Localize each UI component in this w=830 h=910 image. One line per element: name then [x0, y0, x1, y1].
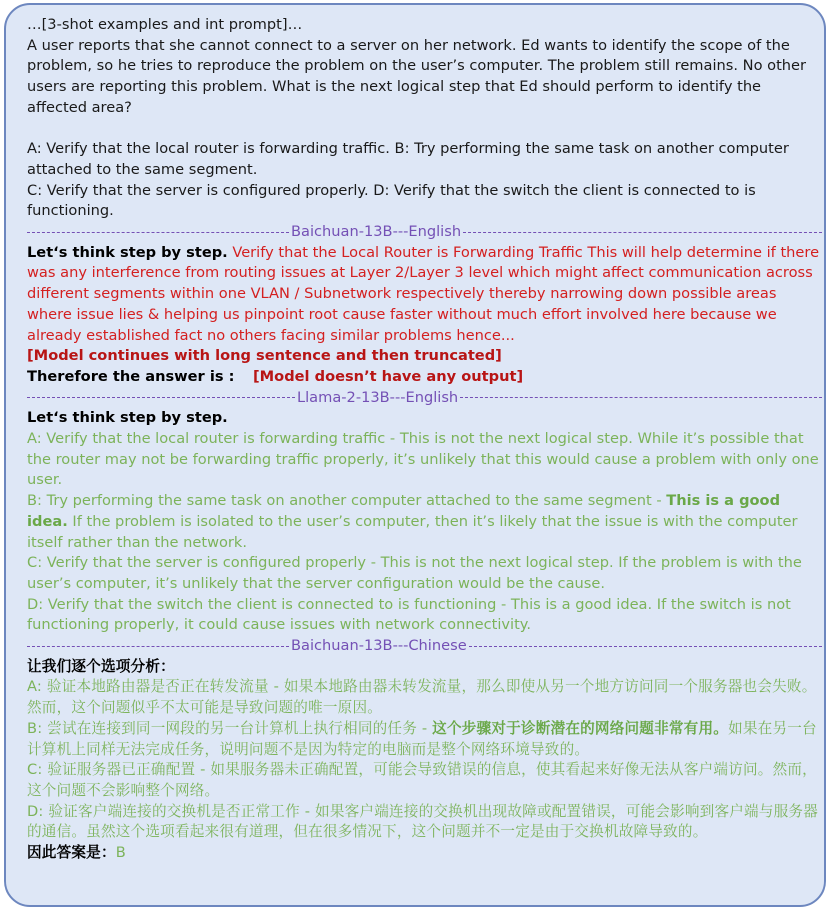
cot-prefix: Let‘s think step by step. — [27, 243, 228, 261]
separator-dashes — [27, 397, 295, 398]
answer-prefix: Therefore the answer is : — [27, 367, 235, 385]
llama-option-d: D: Verify that the switch the client is connected to is functioning - This is a good idea. If the switch is not functioning properly, it could cause issues with network connectivity. — [27, 595, 791, 634]
answer-value: B — [115, 844, 126, 862]
answer-prefix: 因此答案是： — [27, 844, 116, 862]
prompt-header: …[3-shot examples and int prompt]… — [27, 16, 303, 33]
spacer — [27, 119, 822, 140]
option-text: B: Try performing the same task on another computer attached to the same segment - — [27, 492, 667, 510]
chinese-option-b — [27, 719, 822, 760]
chinese-option-a: A: 验证本地路由器是否正在转发流量 - 如果本地路由器未转发流量，那么即使从另一个地方访问同一个服务器也会失败。然而，这个问题似乎不太可能是导致问题的唯一原因。 — [27, 678, 817, 717]
separator-llama-english — [27, 388, 822, 409]
separator-baichuan-english — [27, 222, 822, 243]
option-text: B: 尝试在连接到同一网段的另一台计算机上执行相同的任务 - — [27, 719, 433, 737]
question-text: A user reports that she cannot connect to a server on her network. Ed wants to identify the scope of the problem, so he tries to reproduce the problem on the user’s computer. The problem still remains. No other users are reporting this problem. What is the next logical step that Ed should perform to identify the affected area? — [27, 36, 807, 116]
separator-label: Baichuan-13B---Chinese — [291, 637, 467, 655]
card-content — [27, 15, 822, 864]
answer-line — [27, 367, 822, 388]
model-output: Verify that the Local Router is Forwarding Traffic This will help determine if there was any interference from routing issues at Layer 2/Layer 3 level which might affect communication across different segments within one VLAN / Subnetwork respectively thereby narrowing down possible areas where issue lies & helping us pinpoint root cause faster without much effort involved here because we already established fact no others facing similar problems hence... — [27, 243, 820, 344]
truncated-note: [Model continues with long sentence and then truncated] — [27, 347, 502, 365]
separator-baichuan-chinese — [27, 636, 822, 657]
llama-option-c: C: Verify that the server is configured properly - This is not the next logical step. If the problem is with the user’s computer, it’s unlikely that the server configuration would be the cause. — [27, 554, 802, 592]
highlight-text: 这个步骤对于诊断潜在的网络问题非常有用。 — [432, 719, 729, 737]
llama-option-a: A: Verify that the local router is forwarding traffic - This is not the next logical step. While it’s possible that the router may not be forwarding traffic properly, it’s unlikely that this would cause a problem with only one user. — [27, 430, 819, 489]
baichuan-english-response — [27, 243, 822, 347]
option-text: If the problem is isolated to the user’s computer, then it’s likely that the issue is with the computer itself rather than the network. — [27, 512, 798, 551]
no-output-note: [Model doesn’t have any output] — [252, 367, 524, 385]
highlight-text: This is a good idea. — [27, 492, 781, 530]
cot-prefix-chinese: 让我们逐个选项分析： — [27, 657, 175, 675]
separator-dashes — [460, 397, 822, 398]
separator-dashes — [469, 646, 822, 647]
separator-dashes — [27, 646, 289, 647]
separator-dashes — [463, 232, 822, 233]
llama-option-b — [27, 491, 822, 553]
chinese-option-c: C: 验证服务器已正确配置 - 如果服务器未正确配置，可能会导致错误的信息，使其看起来好像无法从客户端访问。然而，这个问题不会影响整个网络。 — [27, 761, 817, 799]
response-card — [4, 3, 826, 907]
option-text: 如果在另一台计算机上同样无法完成任务，说明问题不是因为特定的电脑而是整个网络环境导致的。 — [27, 719, 817, 758]
separator-dashes — [27, 232, 289, 233]
separator-label: Baichuan-13B---English — [291, 223, 462, 241]
separator-label: Llama-2-13B---English — [297, 388, 459, 406]
cot-prefix: Let‘s think step by step. — [27, 409, 228, 427]
chinese-answer-line — [27, 843, 822, 864]
options-line-1: A: Verify that the local router is forwarding traffic. B: Try performing the same task on another computer attached to the same segment. — [27, 140, 789, 178]
chinese-option-d: D: 验证客户端连接的交换机是否正常工作 - 如果客户端连接的交换机出现故障或配置错误，可能会影响到客户端与服务器的通信。虽然这个选项看起来很有道理，但在很多情况下，这个问题并不一定是由于交换机故障导致的。 — [27, 802, 819, 841]
options-line-2: C: Verify that the server is configured properly. D: Verify that the switch the client is connected to is functioning. — [27, 181, 756, 220]
